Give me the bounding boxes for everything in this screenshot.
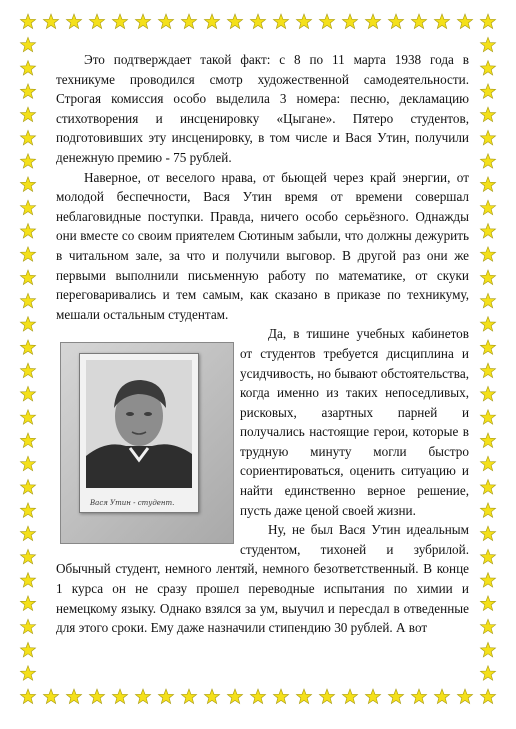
star-icon <box>480 317 495 332</box>
star-icon <box>20 666 35 681</box>
star-icon <box>20 503 35 518</box>
star-icon <box>89 689 104 704</box>
star-icon <box>20 247 35 261</box>
star-icon <box>20 224 35 239</box>
star-icon <box>66 14 81 29</box>
star-icon <box>227 689 242 704</box>
star-icon <box>480 642 495 657</box>
star-icon <box>20 410 35 425</box>
star-icon <box>20 642 35 657</box>
star-icon <box>296 689 311 704</box>
star-icon <box>20 596 35 611</box>
star-icon <box>480 37 495 51</box>
star-icon <box>480 619 495 633</box>
star-icon <box>480 14 495 29</box>
star-icon <box>20 549 35 564</box>
star-icon <box>480 84 495 99</box>
star-icon <box>20 363 35 378</box>
star-icon <box>135 14 150 29</box>
star-icon <box>480 293 495 308</box>
paragraph-3: Да, в тишине учебных кабинетов от студентов требуется дисциплина и усидчивость, но бывают обстоятельства, когда именно из таких непоседливых, рисковых, азартных парней и получались настоящие герои, которые в трудную минуту могли быстро сориентироваться, оценить ситуацию и найти единственно верное решение, пусть даже ценой своей жизни. <box>240 326 469 518</box>
star-icon <box>20 293 35 308</box>
star-icon <box>388 689 403 704</box>
star-icon <box>20 130 35 145</box>
star-icon <box>20 154 35 168</box>
star-icon <box>411 689 426 704</box>
star-icon <box>250 689 265 704</box>
star-icon <box>20 200 35 215</box>
star-icon <box>480 480 495 495</box>
star-icon <box>365 14 380 29</box>
star-icon <box>388 14 403 29</box>
star-icon <box>20 573 35 588</box>
star-icon <box>43 689 58 704</box>
photo-background <box>60 342 234 544</box>
star-icon <box>20 340 35 354</box>
star-icon <box>158 689 173 704</box>
star-icon <box>480 410 495 425</box>
star-icon <box>89 14 104 29</box>
star-icon <box>250 14 265 29</box>
star-icon <box>457 14 472 29</box>
star-icon <box>20 689 35 704</box>
star-icon <box>296 14 311 29</box>
paragraph-1: Это подтверждает такой факт: с 8 по 11 марта 1938 года в техникуме проводился смотр художественной самодеятельности. Строгая комиссия особо выделила 3 номера: песню, декламацию стихотворения и инсценировку «Цыгане». Пятеро студентов, подготовивших эту инсценировку, в том числе и Вася Утин, получили денежную премию - 75 рублей. <box>56 52 469 165</box>
star-icon <box>158 14 173 29</box>
star-icon <box>20 526 35 540</box>
star-icon <box>273 689 288 704</box>
star-icon <box>204 14 219 29</box>
star-icon <box>20 107 35 122</box>
star-icon <box>480 689 495 704</box>
star-icon <box>480 573 495 588</box>
photo-caption: Вася Утин - студент. <box>90 499 175 508</box>
star-icon <box>20 619 35 633</box>
star-icon <box>273 14 288 29</box>
star-icon <box>480 503 495 518</box>
star-icon <box>480 363 495 378</box>
star-icon <box>480 666 495 681</box>
star-icon <box>43 14 58 29</box>
star-icon <box>20 177 35 192</box>
paragraph-2: Наверное, от веселого нрава, от бьющей через край энергии, от молодой беспечности, Вася Утин время от времени совершал неблаговидные поступки. Правда, ничего особо серьёзного. Однажды они вместе со своим приятелем Сютиным забыли, что должны дежурить в читальном зале, за что и получили выговор. В другой раз они же первыми выполнили письменную работу по математике, от скуки переговаривались и тем самым, как сказано в приказе по техникуму, мешали остальным студентам. <box>56 169 469 322</box>
star-icon <box>204 689 219 704</box>
star-icon <box>20 317 35 332</box>
star-icon <box>457 689 472 704</box>
star-icon <box>365 689 380 704</box>
star-icon <box>20 456 35 471</box>
star-icon <box>20 61 35 75</box>
star-icon <box>480 270 495 285</box>
star-icon <box>434 14 449 29</box>
star-icon <box>480 130 495 145</box>
star-icon <box>480 386 495 401</box>
star-icon <box>480 433 495 447</box>
star-icon <box>480 526 495 540</box>
portrait-image <box>86 360 192 488</box>
star-icon <box>480 596 495 611</box>
star-icon <box>480 177 495 192</box>
star-icon <box>20 37 35 51</box>
star-icon <box>480 549 495 564</box>
star-icon <box>342 14 357 29</box>
star-icon <box>66 689 81 704</box>
star-icon <box>480 200 495 215</box>
star-icon <box>411 14 426 29</box>
photo-frame <box>56 326 232 544</box>
star-icon <box>342 689 357 704</box>
article-text <box>56 50 469 638</box>
star-icon <box>20 386 35 401</box>
star-icon <box>480 107 495 122</box>
star-icon <box>434 689 449 704</box>
star-icon <box>319 14 334 29</box>
portrait-photo <box>79 353 199 513</box>
star-icon <box>480 224 495 239</box>
star-icon <box>319 689 334 704</box>
star-icon <box>135 689 150 704</box>
star-icon <box>112 14 127 29</box>
star-icon <box>480 247 495 261</box>
star-icon <box>20 84 35 99</box>
star-icon <box>20 480 35 495</box>
star-icon <box>480 154 495 168</box>
star-icon <box>20 14 35 29</box>
star-icon <box>20 270 35 285</box>
star-icon <box>480 61 495 75</box>
star-icon <box>181 14 196 29</box>
portrait-icon <box>86 360 192 488</box>
paragraph-4: Ну, не был Вася Утин идеальным студентом, тихоней и зубрилой. Обычный студент, немного лентяй, немного безответственный. В конце 1 курса он не сразу прошел переводные испытания по химии и немецкому языку. Однако взялся за ум, выучил и пересдал в отведенные для этого сроки. Ему даже назначили стипендию 30 рублей. А вот <box>56 522 469 636</box>
star-icon <box>181 689 196 704</box>
star-icon <box>227 14 242 29</box>
star-icon <box>480 456 495 471</box>
star-icon <box>20 433 35 447</box>
star-icon <box>480 340 495 354</box>
star-icon <box>112 689 127 704</box>
